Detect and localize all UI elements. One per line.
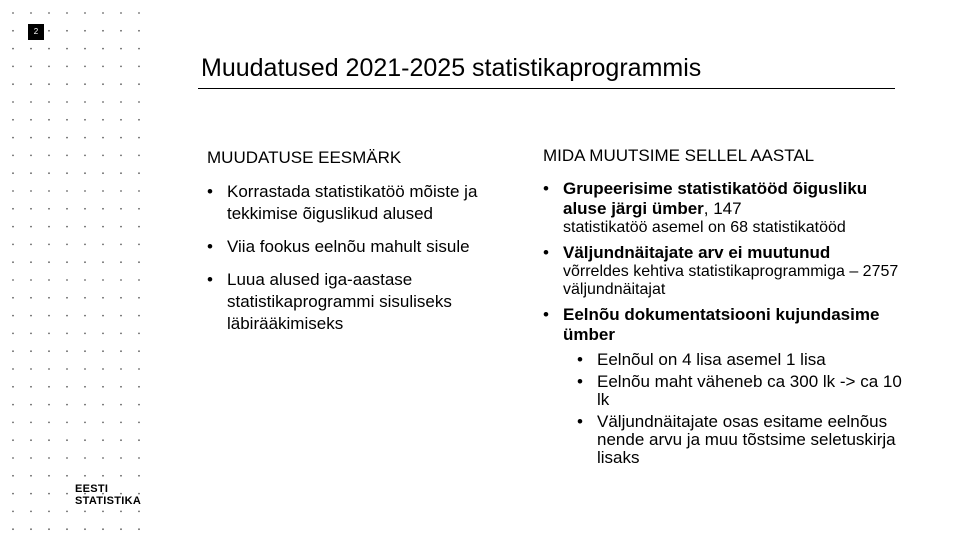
grid-dot (102, 172, 104, 174)
grid-dot (120, 30, 122, 32)
grid-dot (138, 368, 140, 370)
grid-dot (66, 101, 68, 103)
grid-dot (30, 404, 32, 406)
grid-dot (48, 350, 50, 352)
right-sub-bullet: • Eelnõu maht väheneb ca 300 lk -> ca 10 lk (577, 373, 903, 409)
grid-dot (30, 475, 32, 477)
grid-dot (48, 172, 50, 174)
grid-dot (138, 172, 140, 174)
grid-dot (84, 333, 86, 335)
grid-dot (120, 83, 122, 85)
grid-dot (12, 261, 14, 263)
grid-dot (102, 119, 104, 121)
grid-dot (120, 155, 122, 157)
grid-dot (138, 297, 140, 299)
right-bullet (543, 243, 903, 299)
grid-dot (120, 528, 122, 530)
grid-dot (138, 333, 140, 335)
grid-dot (30, 315, 32, 317)
grid-dot (48, 279, 50, 281)
grid-dot (102, 386, 104, 388)
left-bullet: • Luua alused iga-aastase statistikaprogrammi sisuliseks läbirääkimiseks (207, 269, 507, 335)
grid-dot (12, 439, 14, 441)
grid-dot (66, 12, 68, 14)
grid-dot (48, 101, 50, 103)
grid-dot (84, 208, 86, 210)
grid-dot (12, 48, 14, 50)
grid-dot (66, 226, 68, 228)
left-bullet: • Viia fookus eelnõu mahult sisule (207, 236, 507, 258)
grid-dot (66, 350, 68, 352)
grid-dot (66, 119, 68, 121)
grid-dot (48, 155, 50, 157)
grid-dot (138, 315, 140, 317)
right-bullet-bold: Eelnõu dokumentatsiooni kujundasime ümber (563, 305, 880, 344)
grid-dot (48, 439, 50, 441)
grid-dot (138, 190, 140, 192)
grid-dot (30, 137, 32, 139)
grid-dot (84, 457, 86, 459)
grid-dot (66, 279, 68, 281)
grid-dot (66, 404, 68, 406)
grid-dot (12, 190, 14, 192)
grid-dot (48, 404, 50, 406)
grid-dot (84, 350, 86, 352)
grid-dot (84, 30, 86, 32)
grid-dot (84, 297, 86, 299)
grid-dot (102, 30, 104, 32)
grid-dot (30, 190, 32, 192)
grid-dot (102, 422, 104, 424)
grid-dot (138, 386, 140, 388)
grid-dot (138, 48, 140, 50)
grid-dot (48, 457, 50, 459)
grid-dot (84, 279, 86, 281)
grid-dot (138, 83, 140, 85)
grid-dot (30, 528, 32, 530)
grid-dot (48, 137, 50, 139)
grid-dot (48, 30, 50, 32)
grid-dot (84, 528, 86, 530)
grid-dot (120, 350, 122, 352)
grid-dot (138, 30, 140, 32)
grid-dot (66, 172, 68, 174)
grid-dot (138, 475, 140, 477)
grid-dot (66, 155, 68, 157)
grid-dot (30, 119, 32, 121)
right-heading: MIDA MUUTSIME SELLEL AASTAL (543, 146, 815, 165)
grid-dot (30, 48, 32, 50)
grid-dot (12, 315, 14, 317)
grid-dot (120, 48, 122, 50)
grid-dot (12, 528, 14, 530)
grid-dot (84, 244, 86, 246)
logo-line-1: EESTI (75, 483, 109, 495)
grid-dot (66, 315, 68, 317)
grid-dot (30, 279, 32, 281)
grid-dot (30, 457, 32, 459)
grid-dot (138, 457, 140, 459)
right-bullet-bold: Väljundnäitajate arv ei muutunud (563, 243, 831, 262)
grid-dot (30, 226, 32, 228)
grid-dot (138, 404, 140, 406)
grid-dot (120, 439, 122, 441)
grid-dot (120, 279, 122, 281)
grid-dot (66, 439, 68, 441)
grid-dot (84, 475, 86, 477)
grid-dot (48, 315, 50, 317)
grid-dot (102, 350, 104, 352)
logo-line-2: STATISTIKA (75, 495, 142, 507)
grid-dot (66, 368, 68, 370)
grid-dot (120, 297, 122, 299)
grid-dot (12, 350, 14, 352)
grid-dot (12, 297, 14, 299)
grid-dot (138, 12, 140, 14)
page-number: 2 (28, 24, 44, 40)
grid-dot (102, 475, 104, 477)
grid-dot (120, 190, 122, 192)
grid-dot (48, 422, 50, 424)
grid-dot (12, 457, 14, 459)
grid-dot (102, 244, 104, 246)
grid-dot (120, 475, 122, 477)
grid-dot (12, 226, 14, 228)
grid-dot (66, 66, 68, 68)
grid-dot (66, 422, 68, 424)
grid-dot (30, 511, 32, 513)
grid-dot (84, 261, 86, 263)
grid-dot (48, 226, 50, 228)
grid-dot (66, 244, 68, 246)
eesti-statistika-logo (75, 483, 141, 507)
grid-dot (48, 333, 50, 335)
grid-dot (102, 457, 104, 459)
grid-dot (12, 279, 14, 281)
grid-dot (66, 475, 68, 477)
right-column (543, 146, 903, 471)
grid-dot (102, 261, 104, 263)
grid-dot (12, 244, 14, 246)
grid-dot (120, 422, 122, 424)
grid-dot (138, 511, 140, 513)
grid-dot (30, 101, 32, 103)
grid-dot (84, 172, 86, 174)
grid-dot (120, 511, 122, 513)
grid-dot (120, 333, 122, 335)
grid-dot (66, 457, 68, 459)
grid-dot (66, 493, 68, 495)
grid-dot (84, 226, 86, 228)
grid-dot (48, 12, 50, 14)
grid-dot (120, 244, 122, 246)
grid-dot (48, 368, 50, 370)
grid-dot (66, 261, 68, 263)
grid-dot (102, 528, 104, 530)
grid-dot (30, 386, 32, 388)
decorative-dot-grid (8, 8, 158, 533)
grid-dot (12, 12, 14, 14)
grid-dot (102, 297, 104, 299)
grid-dot (84, 12, 86, 14)
grid-dot (48, 528, 50, 530)
grid-dot (30, 297, 32, 299)
grid-dot (84, 83, 86, 85)
grid-dot (66, 333, 68, 335)
grid-dot (84, 404, 86, 406)
grid-dot (30, 368, 32, 370)
grid-dot (138, 101, 140, 103)
grid-dot (120, 101, 122, 103)
grid-dot (102, 226, 104, 228)
grid-dot (84, 368, 86, 370)
grid-dot (138, 422, 140, 424)
grid-dot (102, 12, 104, 14)
grid-dot (84, 155, 86, 157)
grid-dot (102, 66, 104, 68)
grid-dot (30, 83, 32, 85)
right-sub-bullet: • Eelnõul on 4 lisa asemel 1 lisa (577, 351, 903, 369)
grid-dot (48, 511, 50, 513)
grid-dot (12, 30, 14, 32)
right-sub-bullet: • Väljundnäitajate osas esitame eelnõus nende arvu ja muu tõstsime seletuskirja lisaks (577, 413, 903, 467)
grid-dot (66, 511, 68, 513)
grid-dot (84, 439, 86, 441)
grid-dot (12, 333, 14, 335)
grid-dot (30, 350, 32, 352)
grid-dot (138, 208, 140, 210)
grid-dot (84, 315, 86, 317)
grid-dot (48, 208, 50, 210)
right-bullet-detail: statistikatöö asemel on 68 statistikatööd (563, 219, 846, 236)
grid-dot (66, 48, 68, 50)
grid-dot (102, 368, 104, 370)
grid-dot (84, 190, 86, 192)
grid-dot (48, 66, 50, 68)
grid-dot (12, 119, 14, 121)
grid-dot (84, 119, 86, 121)
grid-dot (12, 368, 14, 370)
left-heading: MUUDATUSE EESMÄRK (207, 148, 402, 167)
grid-dot (102, 137, 104, 139)
grid-dot (66, 208, 68, 210)
grid-dot (120, 12, 122, 14)
grid-dot (12, 101, 14, 103)
page-title: Muudatused 2021-2025 statistikaprogrammis (201, 54, 702, 82)
grid-dot (84, 422, 86, 424)
grid-dot (48, 261, 50, 263)
grid-dot (120, 261, 122, 263)
grid-dot (102, 439, 104, 441)
grid-dot (120, 404, 122, 406)
grid-dot (84, 66, 86, 68)
grid-dot (30, 493, 32, 495)
right-bullet (543, 305, 903, 345)
grid-dot (120, 172, 122, 174)
grid-dot (138, 226, 140, 228)
grid-dot (138, 66, 140, 68)
grid-dot (84, 386, 86, 388)
grid-dot (48, 386, 50, 388)
grid-dot (30, 244, 32, 246)
grid-dot (138, 261, 140, 263)
left-bullet: • Korrastada statistikatöö mõiste ja tekkimise õiguslikud alused (207, 181, 507, 225)
grid-dot (120, 368, 122, 370)
grid-dot (120, 226, 122, 228)
grid-dot (12, 172, 14, 174)
grid-dot (120, 208, 122, 210)
right-bullet (543, 179, 903, 237)
grid-dot (138, 528, 140, 530)
grid-dot (84, 137, 86, 139)
grid-dot (84, 48, 86, 50)
grid-dot (12, 66, 14, 68)
right-bullet-detail: võrreldes kehtiva statistikaprogrammiga – 2757 väljundnäitajat (563, 263, 899, 298)
grid-dot (30, 422, 32, 424)
grid-dot (30, 172, 32, 174)
grid-dot (30, 261, 32, 263)
grid-dot (102, 48, 104, 50)
grid-dot (66, 83, 68, 85)
grid-dot (102, 315, 104, 317)
grid-dot (12, 475, 14, 477)
grid-dot (30, 439, 32, 441)
grid-dot (66, 386, 68, 388)
grid-dot (48, 119, 50, 121)
grid-dot (138, 350, 140, 352)
grid-dot (66, 528, 68, 530)
grid-dot (30, 12, 32, 14)
grid-dot (48, 475, 50, 477)
grid-dot (12, 137, 14, 139)
grid-dot (138, 279, 140, 281)
grid-dot (66, 137, 68, 139)
grid-dot (102, 279, 104, 281)
grid-dot (12, 155, 14, 157)
grid-dot (12, 386, 14, 388)
grid-dot (102, 155, 104, 157)
grid-dot (12, 511, 14, 513)
grid-dot (12, 83, 14, 85)
grid-dot (48, 297, 50, 299)
grid-dot (12, 422, 14, 424)
grid-dot (48, 493, 50, 495)
grid-dot (30, 333, 32, 335)
grid-dot (48, 190, 50, 192)
grid-dot (48, 83, 50, 85)
right-bullet-tail: , 147 (703, 199, 742, 218)
right-bullet-bold: Grupeerisime statistikatööd õigusliku aluse järgi ümber (563, 179, 868, 218)
grid-dot (84, 511, 86, 513)
grid-dot (138, 439, 140, 441)
grid-dot (138, 155, 140, 157)
grid-dot (102, 208, 104, 210)
grid-dot (66, 297, 68, 299)
grid-dot (84, 101, 86, 103)
grid-dot (102, 190, 104, 192)
title-divider (198, 88, 895, 89)
grid-dot (66, 30, 68, 32)
grid-dot (120, 386, 122, 388)
grid-dot (102, 83, 104, 85)
grid-dot (138, 119, 140, 121)
grid-dot (120, 315, 122, 317)
grid-dot (138, 137, 140, 139)
grid-dot (12, 493, 14, 495)
grid-dot (120, 137, 122, 139)
grid-dot (30, 208, 32, 210)
grid-dot (120, 119, 122, 121)
grid-dot (138, 244, 140, 246)
grid-dot (66, 190, 68, 192)
grid-dot (120, 457, 122, 459)
grid-dot (102, 511, 104, 513)
grid-dot (48, 244, 50, 246)
left-column (207, 148, 507, 346)
grid-dot (120, 66, 122, 68)
grid-dot (102, 404, 104, 406)
grid-dot (30, 66, 32, 68)
grid-dot (102, 101, 104, 103)
grid-dot (12, 404, 14, 406)
grid-dot (30, 155, 32, 157)
grid-dot (48, 48, 50, 50)
grid-dot (12, 208, 14, 210)
grid-dot (102, 333, 104, 335)
